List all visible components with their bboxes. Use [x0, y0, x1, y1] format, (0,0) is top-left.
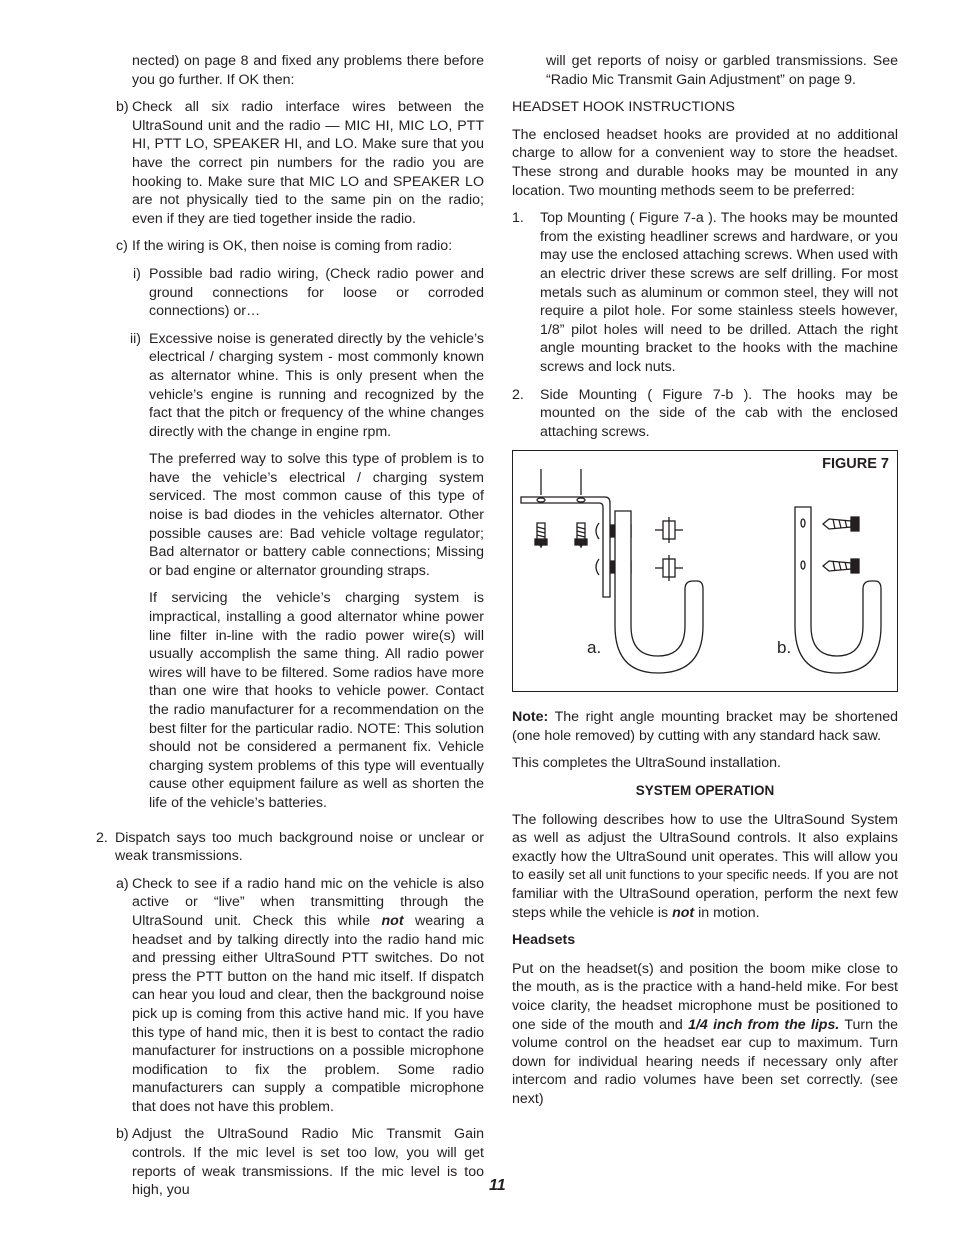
item-label: b) [116, 1126, 129, 1143]
list-item-1 [512, 209, 898, 376]
nut-icon [655, 555, 683, 581]
item-label: i) [133, 265, 141, 282]
screw-icon [823, 559, 859, 573]
screw-icon [575, 523, 587, 547]
list-item-ii [96, 330, 484, 442]
figure-label-b: b. [777, 638, 792, 658]
paragraph-filter: If servicing the vehicle’s charging system is impractical, installing a good alternator whine power line filter in-line with the radio power wire(s) will usually accomplish the same thing. All radio power wires will have to be filtered. Some radios have more than one wire that hooks to vehicle power. Contact the radio manufacturer for a recommendation on the best filter for the particular radio. NOTE: This solution should not be considered a permanent fix. Vehicle charging system problems of this type will eventually cause other equipment failure as well as shorten the life of the vehicle’s batteries. [149, 590, 484, 811]
left-column [96, 52, 484, 1209]
item-label: b) [116, 99, 129, 116]
item-text: Adjust the UltraSound Radio Mic Transmit Gain controls. If the mic level is set too low, you will get reports of weak transmissions. If the mic level is too high, you [132, 1126, 484, 1199]
list-item-i [96, 265, 484, 321]
completes-paragraph: This completes the UltraSound installation. [512, 755, 781, 772]
item-label: ii) [130, 330, 142, 347]
item-label: 2. [96, 829, 108, 846]
system-operation-paragraph: The following describes how to use the UltraSound System as well as adjust the UltraSound controls. It also explains exactly how the UltraSound unit operates. This will allow you to easily set all unit functions to your specific needs. If you are not familiar with the UltraSound operation, perform the next few steps while the vehicle is not in motion. [512, 811, 898, 921]
hooks-intro: The enclosed headset hooks are provided at no additional charge to allow for a convenient way to store the headset. These strong and durable hooks may be mounted in any location. Two mounting methods seem to be preferred: [512, 126, 898, 199]
item-label: c) [116, 238, 128, 255]
item-label: a) [116, 875, 129, 892]
item-text: Side Mounting ( Figure 7-b ). The hooks may be mounted on the side of the cab with the enclosed attaching screws. [540, 386, 898, 440]
hook-diagram [513, 451, 897, 691]
figure-7 [512, 450, 898, 692]
hook-b [795, 507, 881, 673]
list-item-b2 [96, 1125, 484, 1199]
nut-icon [655, 517, 683, 543]
screw-icon [535, 523, 547, 547]
headsets-paragraph: Put on the headset(s) and position the boom mike close to the mouth, as is the practice with a hand-held mike. For best voice clarity, the headset microphone must be positioned to one side of the mouth and 1/4 inch from the lips. Turn the volume control on the headset ear cup to maximum. Turn down for individual hearing needs if necessary only after intercom and radio volumes have been set correctly. (see next) [512, 960, 898, 1107]
list-item-2 [96, 829, 484, 866]
item-text: Dispatch says too much background noise or unclear or weak transmissions. [115, 829, 484, 865]
hook-a [615, 511, 703, 673]
item-label: 1. [512, 210, 524, 227]
list-item-a [96, 875, 484, 1117]
note-paragraph: Note: The right angle mounting bracket may be shortened (one hole removed) by cutting with any standard hack saw. [512, 709, 898, 744]
continued-paragraph: nected) on page 8 and fixed any problems there before you go further. If OK then: [132, 53, 484, 88]
item-label: 2. [512, 386, 524, 403]
page-number: 11 [489, 1177, 506, 1194]
figure-title: FIGURE 7 [822, 456, 889, 473]
screw-icon [823, 517, 859, 531]
item-text: Check all six radio interface wires between the UltraSound unit and the radio — MIC HI, MIC LO, PTT HI, PTT LO, SPEAKER HI, and LO. Make sure that you have the correct pin numbers for the radio you are hooking to. Make sure that MIC LO and SPEAKER LO are not physically tied to the same pin on the radio; even if they are tied together inside the radio. [132, 99, 484, 227]
continued-paragraph: will get reports of noisy or garbled transmissions. See “Radio Mic Transmit Gain Adjustment” on page 9. [546, 53, 898, 88]
paragraph-solution: The preferred way to solve this type of problem is to have the vehicle’s electrical / charging system serviced. The most common cause of this type of noise is bad diodes in the vehicles alternator. Other possible causes are: Bad vehicle voltage regulator; Bad alternator or battery cable connections; Missing or bad engine or alternator grounding straps. [149, 451, 484, 579]
item-text: Top Mounting ( Figure 7-a ). The hooks may be mounted from the existing headliner screws and hardware, or you may use the enclosed attaching screws. When used with an electric driver these screws are self drilling. For most metals such as aluminum or common steel, they will not require a pilot hole. For some stainless steels however, 1/8” pilot holes will need to be drilled. Attach the right angle mounting bracket to the hooks with the machine screws and lock nuts. [540, 210, 898, 375]
bracket-a [521, 497, 610, 597]
list-item-2 [512, 386, 898, 442]
right-column [512, 52, 898, 1118]
item-text: Possible bad radio wiring, (Check radio power and ground connections for loose or corroded connections) or… [149, 265, 484, 320]
section-heading-system-operation: SYSTEM OPERATION [635, 783, 775, 799]
item-text: Excessive noise is generated directly by the vehicle’s electrical / charging system - most commonly known as alternator whine. This is only present when the vehicle’s engine is running and recognized by the fact that the pitch or frequency of the whine changes directly with the change in engine rpm. [149, 330, 484, 440]
figure-label-a: a. [587, 638, 602, 658]
list-item-c [96, 237, 484, 256]
item-text: If the wiring is OK, then noise is coming from radio: [132, 238, 453, 255]
list-item-b [96, 98, 484, 228]
item-text: Check to see if a radio hand mic on the vehicle is also active or “live” when transmitting through the UltraSound unit. Check this while not wearing a headset and by talking directly into the radio hand mic and pressing either UltraSound PTT switches. Do not press the PTT button on the hand mic itself. If dispatch can hear you loud and clear, then the background noise pick up is coming from this active hand mic. If you have this type of hand mic, then it is best to contact the radio manufacturer for instructions on a possible microphone modification to fix the problem. Some radio manufacturers can supply a compatible microphone that does not have this problem. [132, 875, 484, 1115]
emphasis-not: not [381, 912, 404, 929]
section-heading-hooks: HEADSET HOOK INSTRUCTIONS [512, 99, 735, 116]
section-heading-headsets: Headsets [512, 932, 576, 949]
